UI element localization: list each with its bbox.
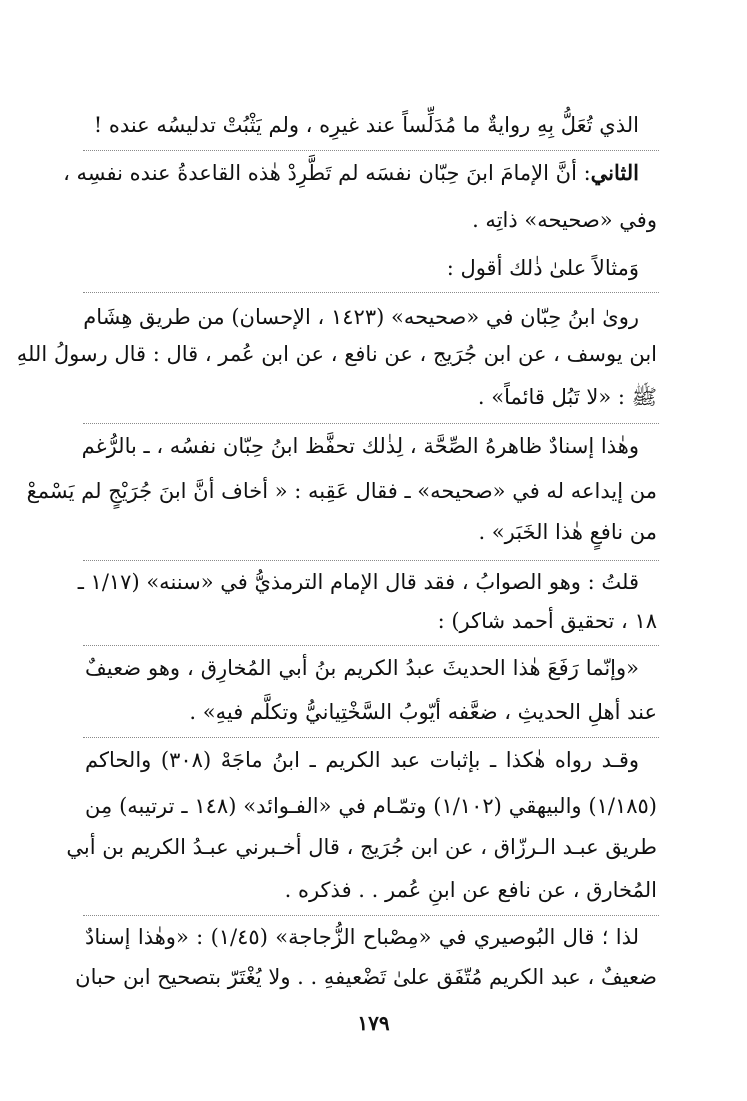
text-line: طريق عبـد الـرزّاق ، عن ابن جُرَيج ، قال أخـبرني عبـدُ الكريم بن أبي [66, 835, 657, 859]
text-line: ﷺ : «لا تَبُل قائماً» . [477, 385, 657, 409]
paragraph-separator [83, 150, 659, 151]
paragraph-separator [83, 737, 659, 738]
text-line: وفي «صحيحه» ذاتِه . [472, 208, 657, 232]
text-line: رویٰ ابنُ حِبّان في «صحيحه» (١٤٢٣ ، الإحسان) من طريق هِشَام [83, 305, 639, 329]
paragraph-separator [83, 560, 659, 561]
section-lead-word: الثاني [590, 160, 639, 185]
text-line: وهٰذا إسنادٌ ظاهرهُ الصِّحَّة ، لِذٰلك تحفَّظ ابنُ حِبّان نفسُه ، ـ بالرُّغم [81, 434, 639, 458]
text-line: «وإنّما رَفَعَ هٰذا الحديثَ عبدُ الكريم بنُ أبي المُخارِق ، وهو ضعيفٌ [85, 656, 639, 680]
text-line [63, 158, 639, 188]
text-line: ١٨ ، تحقيق أحمد شاكر) : [437, 609, 657, 633]
text-line: من إيداعه له في «صحيحه» ـ فقال عَقِبه : « أخاف أنَّ ابنَ جُرَيْجٍ لم يَسْمعْ [26, 479, 657, 503]
text-line: قلتُ : وهو الصوابُ ، فقد قال الإمام الترمذيُّ في «سننه» (١/١٧ ـ [77, 570, 639, 594]
paragraph-separator [83, 292, 659, 293]
text-line-body: : أنَّ الإمامَ ابنَ حِبّان نفسَه لم تَطَّرِدْ هٰذه القاعدةُ عنده نفسِه ، [63, 161, 591, 185]
paragraph-separator [83, 423, 659, 424]
page-number: ١٧٩ [357, 1011, 390, 1035]
text-line: من نافعٍ هٰذا الخَبَر» . [478, 520, 657, 544]
text-line: ضعيفٌ ، عبد الكريم مُتّفَق علىٰ تَضْعيفهِ . . ولا يُغْتَرّ بتصحيح ابن حبان [75, 965, 657, 989]
text-line: المُخارق ، عن نافع عن ابنِ عُمر . . فذكره . [284, 878, 657, 902]
paragraph-separator [83, 645, 659, 646]
text-line: (١/١٨٥) والبيهقي (١/١٠٢) وتمّـام في «الفـوائد» (١٤٨ ـ ترتيبه) مِن [85, 794, 657, 818]
text-line: وقـد رواه هٰكذا ـ بإثبات عبد الكريم ـ ابنُ ماجَهْ (٣٠٨) والحاكم [85, 748, 639, 772]
text-line: الذي تُعَلُّ بِهِ روايةٌ ما مُدَلِّساً عند غيرِه ، ولم يَثْبُتْ تدليسُه عنده ! [93, 113, 639, 137]
paragraph-separator [83, 915, 659, 916]
text-line: ابن يوسف ، عن ابن جُرَيج ، عن نافع ، عن ابن عُمر ، قال : قال رسولُ اللهِ [16, 342, 657, 366]
text-line: عند أهلِ الحديثِ ، ضعَّفه أيّوبُ السَّخْتِيانيُّ وتكلَّم فيهِ» . [189, 700, 657, 724]
text-line: لذا ؛ قال البُوصيري في «مِصْباح الزُّجاجة» (١/٤٥) : «وهٰذا إسنادٌ [85, 925, 639, 949]
text-line: وَمثالاً علىٰ ذٰلك أقول : [446, 256, 639, 280]
